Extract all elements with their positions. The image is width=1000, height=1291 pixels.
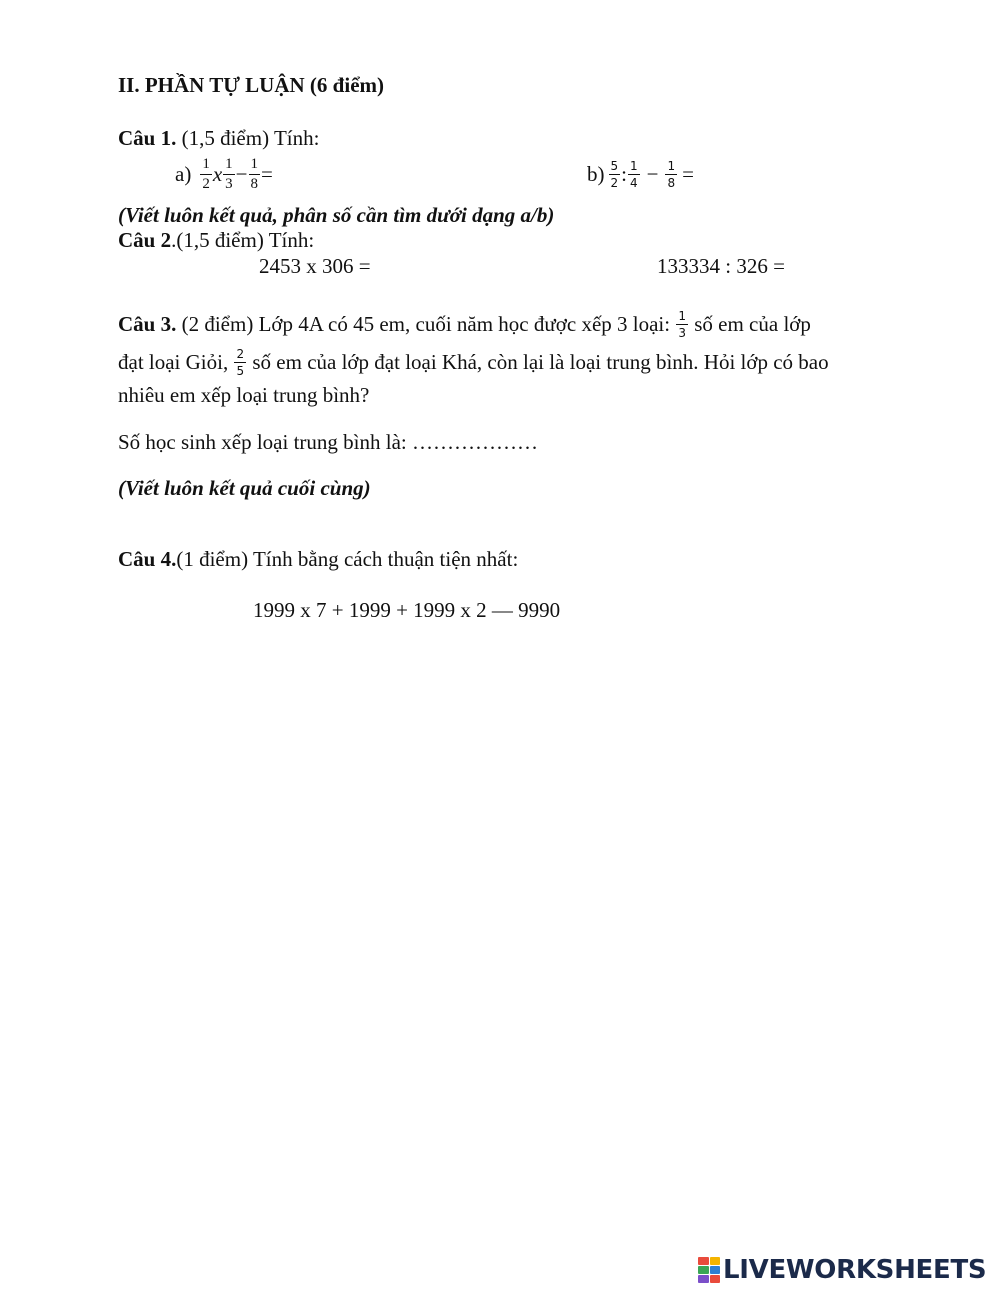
fraction: $\frac{1}{8}$ bbox=[667, 158, 676, 190]
fraction: $\frac{1}{3}$ bbox=[678, 308, 686, 340]
question-3-text: đạt loại Giỏi, bbox=[118, 350, 234, 374]
minus-sign: − bbox=[646, 162, 659, 186]
question-3-note: (Viết luôn kết quả cuối cùng) bbox=[118, 476, 371, 500]
liveworksheets-logo-text: LIVEWORKSHEETS bbox=[723, 1255, 987, 1285]
liveworksheets-logo bbox=[698, 1254, 986, 1286]
fraction: $\frac{5}{2}$ bbox=[610, 158, 619, 190]
question-1a-label: a) bbox=[175, 162, 192, 186]
question-3-text: số em của lớp đạt loại Khá, còn lại là loại trung bình. Hỏi lớp có bao bbox=[247, 350, 829, 374]
fraction: $\frac{2}{5}$ bbox=[236, 346, 245, 378]
question-1b-expression bbox=[587, 150, 694, 198]
question-1a-expression bbox=[175, 150, 273, 198]
question-3-text: số em của lớp bbox=[688, 312, 811, 336]
fraction: $\frac{1}{2}$ bbox=[202, 155, 210, 192]
fraction: $\frac{1}{3}$ bbox=[225, 155, 233, 192]
question-2-label: Câu 2 bbox=[118, 228, 172, 252]
question-2-points: .(1,5 điểm) Tính: bbox=[171, 228, 315, 252]
question-4-points: (1 điểm) Tính bằng cách thuận tiện nhất: bbox=[176, 547, 519, 571]
question-2-heading bbox=[118, 227, 314, 253]
question-4-expression: 1999 x 7 + 1999 + 1999 x 2 — 9990 bbox=[253, 598, 561, 622]
equals-sign: = bbox=[261, 162, 273, 186]
liveworksheets-logo-mark bbox=[698, 1257, 720, 1283]
question-1-heading bbox=[118, 125, 319, 151]
question-3-line-3: nhiêu em xếp loại trung bình? bbox=[118, 383, 370, 407]
question-2-expression-2: 133334 : 326 = bbox=[657, 254, 785, 278]
question-4-label: Câu 4. bbox=[118, 547, 177, 571]
question-2-expression-1: 2453 x 306 = bbox=[259, 254, 371, 278]
minus-sign: − bbox=[235, 162, 248, 186]
question-1-label: Câu 1. bbox=[118, 126, 177, 150]
question-3-answer-line: Số học sinh xếp loại trung bình là: ……………… bbox=[118, 430, 538, 454]
section-title: II. PHẦN TỰ LUẬN (6 điểm) bbox=[118, 73, 384, 97]
times-sign: x bbox=[212, 162, 223, 186]
question-3-label: Câu 3. bbox=[118, 312, 177, 336]
fraction: $\frac{1}{4}$ bbox=[629, 158, 638, 190]
divide-sign: : bbox=[621, 162, 627, 186]
equals-sign: = bbox=[682, 162, 694, 186]
question-1-note: (Viết luôn kết quả, phân số cần tìm dưới dạng a/b) bbox=[118, 203, 555, 227]
question-3-text: (2 điểm) Lớp 4A có 45 em, cuối năm học được xếp 3 loại: bbox=[176, 312, 676, 336]
question-1b-label: b) bbox=[587, 162, 605, 186]
fraction: $\frac{1}{8}$ bbox=[250, 155, 258, 192]
question-1-points: (1,5 điểm) Tính: bbox=[176, 126, 320, 150]
question-4-heading bbox=[118, 546, 518, 572]
question-3-line-2 bbox=[118, 338, 829, 386]
